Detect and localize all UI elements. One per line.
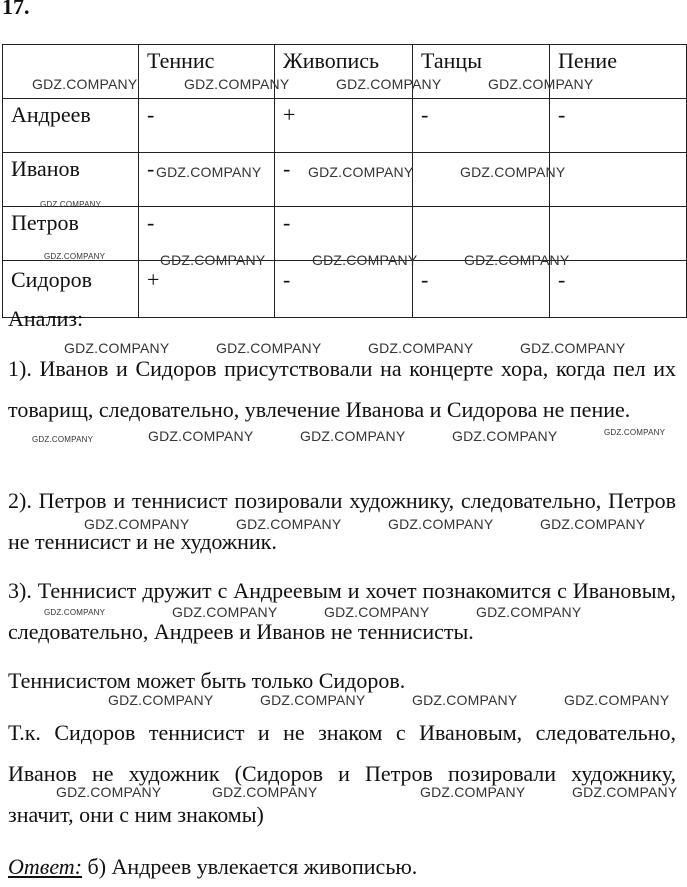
row-name: Сидоров: [3, 261, 139, 318]
table-cell: -: [139, 207, 275, 261]
table-cell: -: [550, 99, 687, 153]
watermark: GDZ.COMPANY: [40, 200, 102, 209]
watermark: GDZ.COMPANY: [44, 608, 106, 617]
watermark: GDZ.COMPANY: [420, 784, 526, 800]
analysis-paragraph-1: 1). Иванов и Сидоров присутствовали на концерте хора, когда пел их товарищ, следовательно, увлечение Иванова и Сидорова не пение.: [8, 356, 676, 422]
watermark: GDZ.COMPANY: [476, 604, 582, 620]
watermark: GDZ.COMPANY: [520, 340, 626, 356]
table-cell: [550, 207, 687, 261]
table-cell: +: [139, 261, 275, 318]
watermark: GDZ.COMPANY: [604, 428, 666, 437]
table-cell: [413, 153, 550, 207]
table-header-row: [3, 45, 687, 99]
watermark: GDZ.COMPANY: [452, 428, 558, 444]
watermark: GDZ.COMPANY: [172, 604, 278, 620]
analysis-heading: Анализ:: [8, 306, 84, 331]
analysis-conclusion: Теннисистом может быть только Сидоров.: [8, 668, 406, 693]
header-cell: Пение: [550, 45, 687, 99]
header-cell: Живопись: [275, 45, 413, 99]
row-name: Петров: [3, 207, 139, 261]
watermark: GDZ.COMPANY: [64, 340, 170, 356]
watermark: GDZ.COMPANY: [312, 252, 418, 268]
analysis-paragraph-3: 3). Теннисист дружит с Андреевым и хочет познакомится с Ивановым, следовательно, Андреев и Иванов не теннисисты.: [8, 578, 676, 644]
watermark: GDZ.COMPANY: [488, 76, 594, 92]
watermark: GDZ.COMPANY: [300, 428, 406, 444]
table-cell: -: [413, 99, 550, 153]
watermark: GDZ.COMPANY: [44, 252, 106, 261]
table-cell: [413, 207, 550, 261]
analysis-paragraph-2: 2). Петров и теннисист позировали художнику, следовательно, Петров не теннисист и не художник.: [8, 488, 676, 554]
table-row: [3, 153, 687, 207]
watermark: GDZ.COMPANY: [308, 164, 414, 180]
watermark: GDZ.COMPANY: [160, 252, 266, 268]
answer-text: б) Андреев увлекается живописью.: [82, 854, 418, 879]
watermark: GDZ.COMPANY: [108, 692, 214, 708]
watermark: GDZ.COMPANY: [460, 164, 566, 180]
watermark: GDZ.COMPANY: [324, 604, 430, 620]
watermark: GDZ.COMPANY: [388, 516, 494, 532]
watermark: GDZ.COMPANY: [368, 340, 474, 356]
watermark: GDZ.COMPANY: [84, 516, 190, 532]
table-cell: -: [275, 261, 413, 318]
table-cell: -: [139, 99, 275, 153]
watermark: GDZ.COMPANY: [184, 76, 290, 92]
header-cell: [3, 45, 139, 99]
watermark: GDZ.COMPANY: [32, 76, 138, 92]
answer-line: [8, 846, 676, 887]
watermark: GDZ.COMPANY: [236, 516, 342, 532]
table-cell: -: [275, 153, 413, 207]
table-cell: [550, 153, 687, 207]
watermark: GDZ.COMPANY: [572, 784, 678, 800]
watermark: GDZ.COMPANY: [216, 340, 322, 356]
logic-table: [2, 44, 687, 318]
row-name: Андреев: [3, 99, 139, 153]
analysis-paragraph-5: Т.к. Сидоров теннисист и не знаком с Ивановым, следовательно, Иванов не художник (Сидоров и Петров позировали художнику, значит, они с ним знакомы): [8, 720, 676, 827]
watermark: GDZ.COMPANY: [412, 692, 518, 708]
problem-number: 17.: [2, 0, 30, 19]
table-cell: +: [275, 99, 413, 153]
table-cell: -: [550, 261, 687, 318]
watermark: GDZ.COMPANY: [464, 252, 570, 268]
watermark: GDZ.COMPANY: [32, 435, 94, 444]
header-cell: Теннис: [139, 45, 275, 99]
watermark: GDZ.COMPANY: [336, 76, 442, 92]
watermark: GDZ.COMPANY: [156, 164, 262, 180]
table-cell: -: [413, 261, 550, 318]
watermark: GDZ.COMPANY: [56, 784, 162, 800]
watermark: GDZ.COMPANY: [260, 692, 366, 708]
watermark: GDZ.COMPANY: [148, 428, 254, 444]
row-name: Иванов: [3, 153, 139, 207]
watermark: GDZ.COMPANY: [564, 692, 670, 708]
table-row: [3, 261, 687, 318]
table-row: [3, 99, 687, 153]
table-cell: -: [275, 207, 413, 261]
watermark: GDZ.COMPANY: [540, 516, 646, 532]
table-cell: -: [139, 153, 275, 207]
header-cell: Танцы: [413, 45, 550, 99]
watermark: GDZ.COMPANY: [212, 784, 318, 800]
table-row: [3, 207, 687, 261]
answer-label: Ответ:: [8, 854, 83, 879]
